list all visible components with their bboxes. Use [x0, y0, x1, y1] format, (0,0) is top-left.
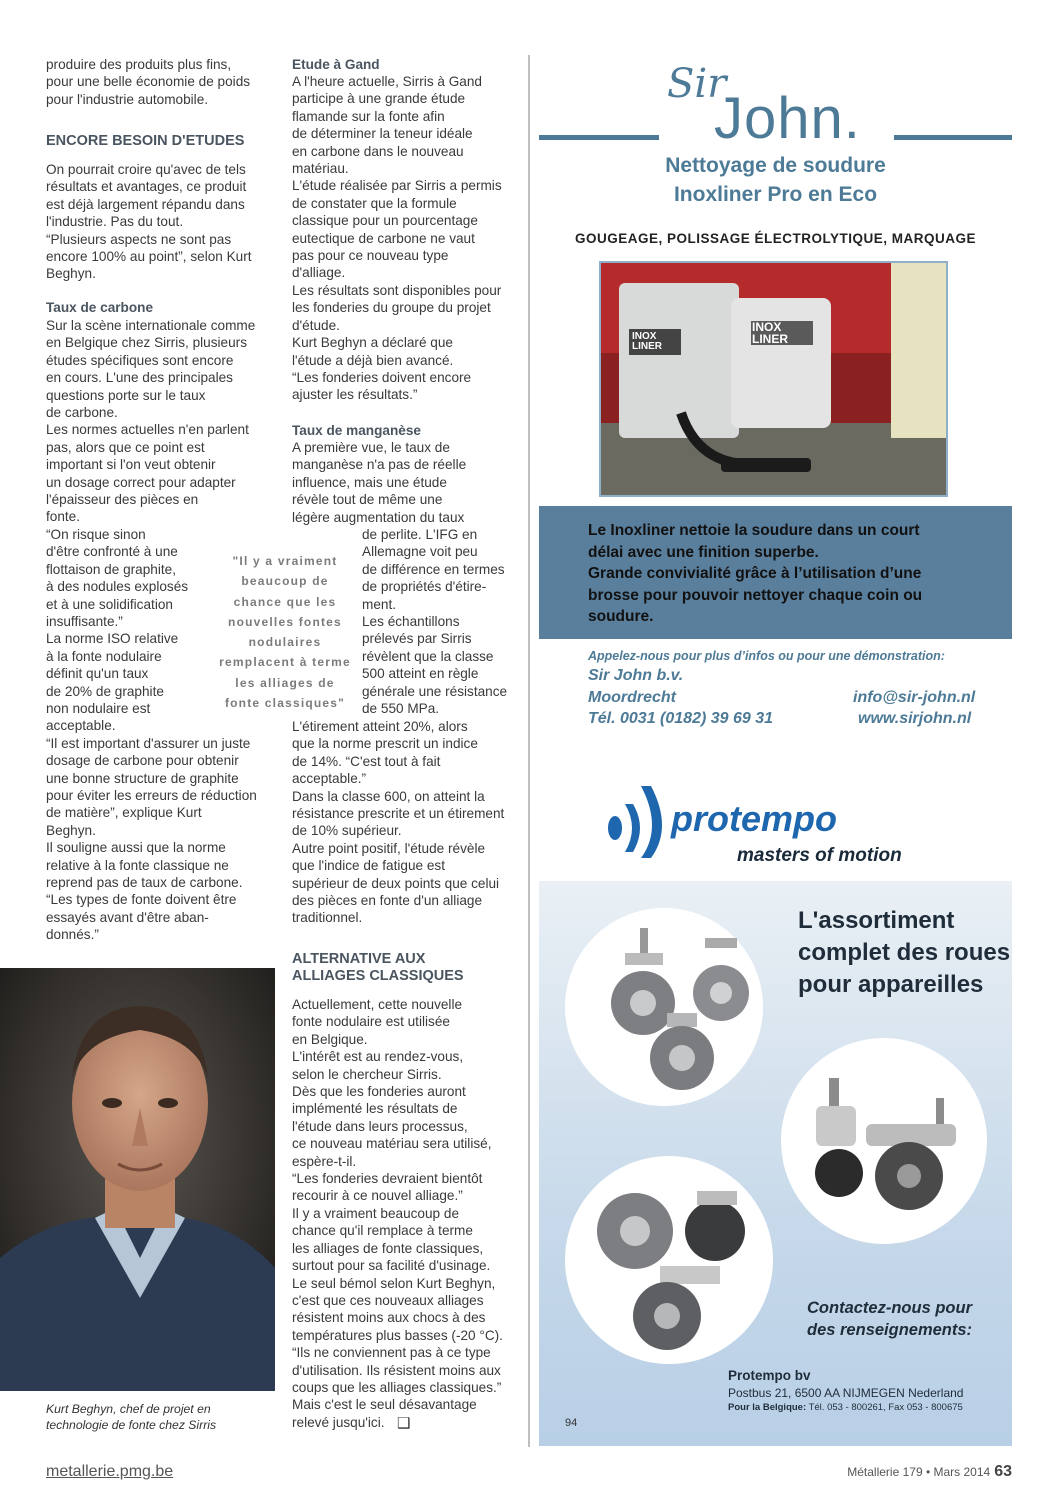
footer-issue-text: Métallerie 179 • Mars 2014 [847, 1465, 991, 1479]
logo-rule-right [894, 135, 1012, 140]
pull-quote-line: "Il y a vraiment [232, 554, 338, 568]
caster-wheels-circle [781, 1038, 987, 1244]
end-mark: ❑ [397, 1415, 411, 1432]
sirjohn-logo-sir: Sir [667, 61, 727, 107]
protempo-company: Protempo bv [728, 1368, 811, 1383]
protempo-belgium-contact [728, 1402, 963, 1413]
inoxliner-product-photo [599, 261, 948, 497]
protempo-ad [539, 760, 1012, 1446]
caster-wheels-circle [565, 1156, 773, 1364]
col2-para2a: A première vue, le taux de manganèse n'a pas de réelle influence, mais une étude révèle tout de même une légère augmentation du taux [292, 440, 467, 525]
protempo-contact-cta: Contactez-nous pour des renseignements: [807, 1299, 973, 1339]
caster-wheels-circle [565, 908, 763, 1106]
subhead-gand: Etude à Gand [292, 57, 380, 72]
subhead-manganese: Taux de manganèse [292, 423, 421, 438]
col1-para1: On pourrait croire qu'avec de tels résultats et avantages, ce produit est déjà largement répandu dans l'industrie. Pas du tout. “Plusieurs aspects ne sont pas encore 100% au point”, selon Kurt Beghyn. [46, 162, 252, 282]
col2-para3: Actuellement, cette nouvelle fonte nodulaire est utilisée en Belgique. L'intérêt est au rendez-vous, selon le chercheur Sirris. Dès que les fonderies auront implémenté les résultats de l'étude dans leurs processus, ce nouveau matériau sera utilisé, espère-t-il. “Les fonderies devraient bientôt recourir à ce nouvel alliage.” Il y a vraiment beaucoup de chance qu'il remplace à terme les alliages de fonte classiques, surtout pour sa facilité d'usinage. Le seul bémol selon Kurt Beghyn, c'est que ces nouveaux alliages résistent moins aux chocs à des températures plus basses (-20 °C). “Ils ne conviennent pas à ce type d'utilisation. Ils résistent moins aux coups que les alliages classiques.” Mais c'est le seul désavantage relevé jusqu'ici. [292, 997, 503, 1430]
column-divider [528, 55, 530, 1447]
photo-caption: Kurt Beghyn, chef de projet en technologie de fonte chez Sirris [46, 1402, 217, 1432]
sirjohn-info-band [539, 506, 1012, 639]
sirjohn-website[interactable]: www.sirjohn.nl [858, 710, 972, 727]
sirjohn-call: Appelez-nous pour plus d’infos ou pour une démonstration: [588, 649, 945, 663]
pull-quote-line: remplacent à terme [219, 655, 351, 670]
belgium-phone-fax: Tél. 053 - 800261, Fax 053 - 800675 [806, 1402, 963, 1413]
logo-rule-left [539, 135, 659, 140]
col2-para1: A l'heure actuelle, Sirris à Gand participe à une grande étude flamande sur la fonte afin de déterminer la teneur idéale en carbone dans le nouveau matériau. L'étude réalisée par Sirris a permis de constater que la formule classique pour un pourcentage eutectique de carbone ne vaut pas pour ce nouveau type d'alliage. Les résultats sont disponibles pour les fonderies du groupe du projet d'étude. Kurt Beghyn a déclaré que l'étude a déjà bien avancé. “Les fonderies doivent encore ajuster les résultats.” [292, 74, 502, 403]
sirjohn-city: Moordrecht [588, 689, 676, 706]
pull-quote [205, 551, 365, 713]
belgium-label: Pour la Belgique: [728, 1402, 807, 1413]
sirjohn-band-text: Le Inoxliner nettoie la soudure dans un court délai avec une finition superbe. Grande convivialité grâce à l’utilisation d’une brosse pour pouvoir nettoyer chaque coin ou soudure. [588, 522, 923, 625]
protempo-headline: L'assortiment complet des roues pour appareilles [798, 907, 1011, 998]
subhead-carbone: Taux de carbone [46, 300, 154, 315]
heading-alternative: ALTERNATIVE AUX ALLIAGES CLASSIQUES [292, 951, 464, 984]
ad-code: 94 [565, 1417, 578, 1429]
sirjohn-services: GOUGEAGE, POLISSAGE ÉLECTROLYTIQUE, MARQUAGE [574, 231, 977, 246]
sirjohn-title: Nettoyage de soudure Inoxliner Pro en Eco [665, 154, 886, 206]
sirjohn-company: Sir John b.v. [588, 667, 684, 684]
col2-para2c: L'étirement atteint 20%, alors que la norme prescrit un indice de 14%. “C'est tout à fait acceptable.” Dans la classe 600, on atteint la résistance prescrite et un étirement de 10% supérieur. Autre point positif, l'étude révèle que l'indice de fatigue est supérieur de deux points que celui des pièces en fonte d'un alliage traditionnel. [292, 719, 505, 926]
sirjohn-ad [539, 55, 1012, 745]
pull-quote-line: chance que les [233, 594, 337, 609]
pull-quote-line: fonte classiques" [224, 696, 346, 711]
heading-encore-besoin: ENCORE BESOIN D'ETUDES [46, 133, 245, 149]
col1-para2: Sur la scène internationale comme en Belgique chez Sirris, plusieurs études spécifiques sont encore en cours. L'une des principales questions porte sur le taux de carbone. Les normes actuelles n'en parlent pas, alors que ce point est important si l'on veut obtenir un dosage correct pour adapter l'épaisseur des pièces en fonte. “On risque sinon d'être confronté à une flottaison de graphite, à des nodules explosés et à une solidification insuffisante.” La norme ISO relative à la fonte nodulaire définit qu'un taux de 20% de graphite non nodulaire est acceptable. “Il est important d'assurer un juste dosage de carbone pour obtenir une bonne structure de graphite pour éviter les erreurs de réduction de matière”, explique Kurt Beghyn. Il souligne aussi que la norme relative à la fonte classique ne reprend pas de taux de carbone. “Les types de fonte doivent être essayés avant d'être aban- donnés.” [46, 318, 257, 943]
footer-site-link[interactable]: metallerie.pmg.be [46, 1463, 174, 1480]
col2-para2b: de perlite. L'IFG en Allemagne voit peu de différence en termes de propriétés d'étire- ment. Les échantillons prélevés par Sirris révèlent que la classe 500 atteint en règle générale une résistance de 550 MPa. [362, 527, 508, 717]
protempo-slogan: masters of motion [737, 845, 902, 866]
portrait-photo [0, 968, 275, 1391]
protempo-name: protempo [671, 798, 837, 839]
sirjohn-logo-john: John. [714, 86, 861, 151]
footer-issue [847, 1463, 1012, 1481]
product-label-small: INOX LINER [629, 329, 681, 355]
sirjohn-phone[interactable]: Tél. 0031 (0182) 39 69 31 [588, 710, 774, 727]
pull-quote-line: nouvelles fontes [228, 614, 342, 629]
pull-quote-line: nodulaires [248, 635, 322, 650]
col1-intro: produire des produits plus fins, pour une belle économie de poids pour l'industrie automobile. [46, 57, 251, 107]
protempo-logo-icon [603, 780, 665, 860]
product-label-large: INOX LINER [752, 320, 788, 346]
protempo-address: Postbus 21, 6500 AA NIJMEGEN Nederland [728, 1386, 964, 1400]
page-number: 63 [994, 1463, 1012, 1480]
sirjohn-email[interactable]: info@sir-john.nl [853, 689, 976, 706]
pull-quote-line: les alliages de [235, 675, 335, 690]
pull-quote-line: beaucoup de [241, 574, 329, 589]
